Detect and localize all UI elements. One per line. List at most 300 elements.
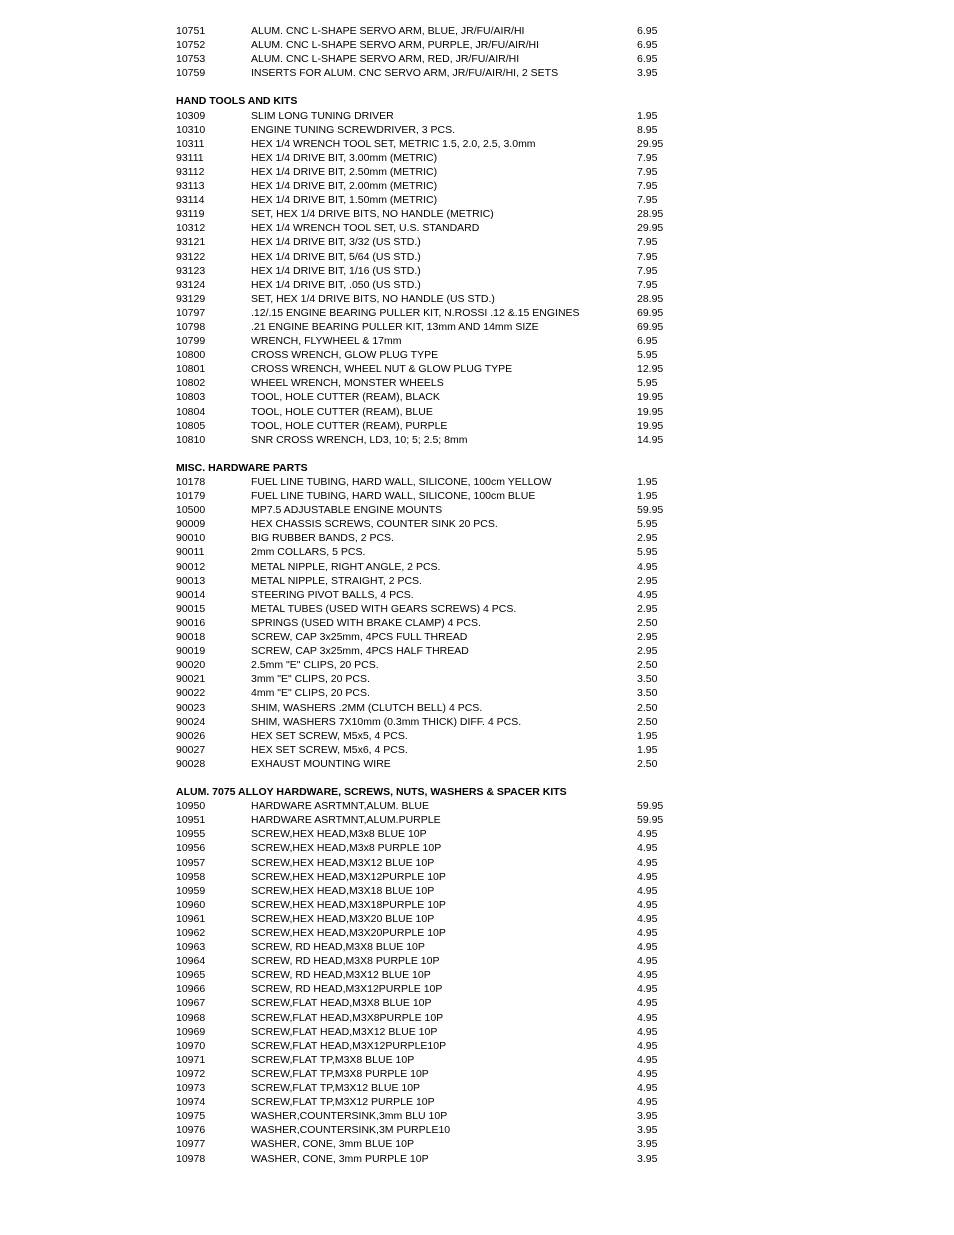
- item-code: 10970: [176, 1039, 206, 1052]
- item-row: [176, 841, 696, 855]
- price-list-page: [176, 24, 696, 1166]
- intro-items: [176, 24, 696, 80]
- item-code: 10752: [176, 39, 206, 52]
- item-row: [176, 503, 696, 517]
- item-price: 7.95: [637, 151, 658, 164]
- item-code: 10975: [176, 1110, 206, 1123]
- item-code: 10977: [176, 1138, 206, 1151]
- item-price: 2.50: [637, 616, 658, 629]
- item-price: 4.95: [637, 828, 658, 841]
- item-price: 3.50: [637, 673, 658, 686]
- item-price: 1.95: [637, 476, 658, 488]
- item-description: SCREW, CAP 3x25mm, 4PCS FULL THREAD: [251, 631, 468, 644]
- item-description: BIG RUBBER BANDS, 2 PCS.: [251, 532, 394, 545]
- item-code: 93122: [176, 250, 206, 263]
- item-price: 4.95: [637, 941, 658, 954]
- item-price: 4.95: [637, 898, 658, 911]
- item-description: SLIM LONG TUNING DRIVER: [251, 109, 394, 122]
- item-price: 2.50: [637, 659, 658, 672]
- item-row: [176, 1011, 696, 1025]
- item-description: EXHAUST MOUNTING WIRE: [251, 757, 391, 770]
- item-description: HARDWARE ASRTMNT,ALUM. BLUE: [251, 800, 429, 813]
- item-row: [176, 24, 696, 38]
- item-price: 5.95: [637, 518, 658, 531]
- item-description: SCREW,HEX HEAD,M3X18 BLUE 10P: [251, 884, 435, 897]
- item-row: [176, 207, 696, 221]
- item-row: [176, 66, 696, 80]
- item-row: [176, 813, 696, 827]
- item-price: 1.95: [637, 729, 658, 742]
- item-price: 7.95: [637, 165, 658, 178]
- item-row: [176, 1137, 696, 1151]
- item-price: 59.95: [637, 814, 664, 827]
- item-price: 5.95: [637, 377, 658, 390]
- item-description: HEX CHASSIS SCREWS, COUNTER SINK 20 PCS.: [251, 518, 498, 531]
- item-description: TOOL, HOLE CUTTER (REAM), BLUE: [251, 405, 433, 418]
- item-description: WRENCH, FLYWHEEL & 17mm: [251, 335, 402, 348]
- item-code: 10500: [176, 504, 206, 517]
- item-row: [176, 827, 696, 841]
- item-row: [176, 912, 696, 926]
- item-code: 10972: [176, 1067, 206, 1080]
- item-row: [176, 334, 696, 348]
- item-row: [176, 109, 696, 123]
- item-description: SCREW,FLAT HEAD,M3X12 BLUE 10P: [251, 1025, 438, 1038]
- item-description: SCREW,FLAT TP,M3X12 PURPLE 10P: [251, 1096, 435, 1109]
- item-code: 10178: [176, 476, 206, 488]
- item-code: 90021: [176, 673, 206, 686]
- item-code: 10956: [176, 842, 206, 855]
- item-code: 10309: [176, 109, 206, 122]
- item-row: [176, 475, 696, 489]
- item-price: 2.95: [637, 631, 658, 644]
- item-description: SHIM, WASHERS .2MM (CLUTCH BELL) 4 PCS.: [251, 701, 483, 714]
- item-code: 10976: [176, 1124, 206, 1137]
- item-description: ALUM. CNC L-SHAPE SERVO ARM, BLUE, JR/FU/AIR/HI: [251, 25, 525, 37]
- item-row: [176, 616, 696, 630]
- item-description: INSERTS FOR ALUM. CNC SERVO ARM, JR/FU/AIR/HI, 2 SETS: [251, 67, 559, 80]
- item-code: 10962: [176, 927, 206, 939]
- item-row: [176, 940, 696, 954]
- item-description: HEX 1/4 DRIVE BIT, 2.00mm (METRIC): [251, 180, 438, 193]
- item-description: METAL TUBES (USED WITH GEARS SCREWS) 4 PCS.: [251, 602, 517, 615]
- item-price: 7.95: [637, 278, 658, 291]
- item-description: WASHER, CONE, 3mm BLUE 10P: [251, 1138, 414, 1151]
- item-code: 10801: [176, 363, 206, 376]
- item-code: 10950: [176, 800, 206, 813]
- item-description: SCREW, RD HEAD,M3X8 BLUE 10P: [251, 941, 425, 954]
- item-description: MP7.5 ADJUSTABLE ENGINE MOUNTS: [251, 504, 443, 517]
- item-price: 4.95: [637, 1053, 658, 1066]
- item-code: 10963: [176, 941, 206, 954]
- item-row: [176, 715, 696, 729]
- item-code: 10978: [176, 1152, 206, 1165]
- item-price: 3.95: [637, 67, 658, 80]
- item-price: 4.95: [637, 1067, 658, 1080]
- item-price: 4.95: [637, 588, 658, 601]
- item-price: 3.95: [637, 1110, 658, 1123]
- item-code: 10968: [176, 1011, 206, 1024]
- item-row: [176, 729, 696, 743]
- item-price: 4.95: [637, 969, 658, 982]
- item-code: 10802: [176, 377, 206, 390]
- item-price: 2.95: [637, 602, 658, 615]
- item-description: STEERING PIVOT BALLS, 4 PCS.: [251, 588, 414, 601]
- item-code: 10971: [176, 1053, 206, 1066]
- item-description: SET, HEX 1/4 DRIVE BITS, NO HANDLE (METRIC): [251, 208, 494, 221]
- item-price: 4.95: [637, 560, 658, 573]
- item-code: 93114: [176, 194, 205, 207]
- item-row: [176, 968, 696, 982]
- item-description: WASHER,COUNTERSINK,3M PURPLE10: [251, 1124, 451, 1137]
- item-price: 28.95: [637, 292, 664, 305]
- item-code: 10957: [176, 856, 206, 869]
- item-code: 93113: [176, 180, 205, 193]
- item-description: HEX 1/4 DRIVE BIT, .050 (US STD.): [251, 278, 421, 291]
- item-row: [176, 151, 696, 165]
- item-description: .21 ENGINE BEARING PULLER KIT, 13mm AND 14mm SIZE: [251, 320, 539, 333]
- item-price: 19.95: [637, 391, 664, 404]
- item-code: 10955: [176, 828, 206, 841]
- item-code: 10799: [176, 335, 206, 348]
- item-code: 10967: [176, 997, 206, 1010]
- item-price: 2.95: [637, 574, 658, 587]
- item-code: 10753: [176, 53, 206, 66]
- item-code: 10751: [176, 25, 206, 37]
- item-description: METAL NIPPLE, RIGHT ANGLE, 2 PCS.: [251, 560, 441, 573]
- item-code: 90016: [176, 616, 206, 629]
- item-row: [176, 517, 696, 531]
- item-price: 1.95: [637, 743, 658, 756]
- item-description: ALUM. CNC L-SHAPE SERVO ARM, RED, JR/FU/AIR/HI: [251, 53, 520, 66]
- item-row: [176, 799, 696, 813]
- item-description: SCREW,HEX HEAD,M3x8 BLUE 10P: [251, 828, 427, 841]
- item-description: 4mm "E" CLIPS, 20 PCS.: [251, 687, 370, 700]
- item-code: 93123: [176, 264, 206, 277]
- item-row: [176, 1152, 696, 1166]
- item-code: 10803: [176, 391, 206, 404]
- catalog-section: [176, 461, 696, 771]
- item-row: [176, 672, 696, 686]
- item-price: 5.95: [637, 546, 658, 559]
- item-row: [176, 926, 696, 940]
- item-code: 93121: [176, 236, 206, 249]
- item-row: [176, 433, 696, 447]
- item-row: [176, 137, 696, 151]
- item-price: 4.95: [637, 997, 658, 1010]
- item-description: SCREW,HEX HEAD,M3X20 BLUE 10P: [251, 912, 435, 925]
- item-row: [176, 531, 696, 545]
- item-row: [176, 686, 696, 700]
- item-price: 4.95: [637, 1082, 658, 1095]
- item-code: 90010: [176, 532, 206, 545]
- item-row: [176, 405, 696, 419]
- item-row: [176, 376, 696, 390]
- item-code: 10810: [176, 433, 206, 446]
- item-code: 10974: [176, 1096, 206, 1109]
- item-code: 10805: [176, 419, 206, 432]
- item-description: ALUM. CNC L-SHAPE SERVO ARM, PURPLE, JR/FU/AIR/HI: [251, 39, 540, 52]
- item-price: 3.95: [637, 1138, 658, 1151]
- item-row: [176, 390, 696, 404]
- item-price: 5.95: [637, 349, 658, 362]
- item-row: [176, 602, 696, 616]
- item-code: 90024: [176, 715, 206, 728]
- item-price: 7.95: [637, 194, 658, 207]
- item-price: 29.95: [637, 137, 664, 150]
- item-price: 59.95: [637, 800, 664, 813]
- item-price: 6.95: [637, 39, 658, 52]
- item-description: HEX 1/4 DRIVE BIT, 3.00mm (METRIC): [251, 151, 438, 164]
- item-description: SCREW,FLAT HEAD,M3X12PURPLE10P: [251, 1039, 447, 1052]
- item-description: SCREW, RD HEAD,M3X12 BLUE 10P: [251, 969, 431, 982]
- item-row: [176, 954, 696, 968]
- item-price: 3.95: [637, 1124, 658, 1137]
- catalog-section: [176, 94, 696, 446]
- item-description: HEX 1/4 DRIVE BIT, 5/64 (US STD.): [251, 250, 421, 263]
- item-price: 6.95: [637, 335, 658, 348]
- item-row: [176, 362, 696, 376]
- item-code: 93119: [176, 208, 205, 221]
- item-row: [176, 996, 696, 1010]
- item-description: WASHER, CONE, 3mm PURPLE 10P: [251, 1152, 429, 1165]
- item-price: 4.95: [637, 912, 658, 925]
- item-price: 4.95: [637, 884, 658, 897]
- item-description: CROSS WRENCH, WHEEL NUT & GLOW PLUG TYPE: [251, 363, 513, 376]
- item-price: 6.95: [637, 25, 658, 37]
- item-description: SCREW, RD HEAD,M3X8 PURPLE 10P: [251, 955, 440, 968]
- item-price: 28.95: [637, 208, 664, 221]
- item-price: 2.50: [637, 715, 658, 728]
- item-code: 90015: [176, 602, 206, 615]
- item-row: [176, 743, 696, 757]
- section-title: HAND TOOLS AND KITS: [176, 95, 298, 108]
- item-code: 10797: [176, 306, 206, 319]
- item-row: [176, 574, 696, 588]
- item-code: 10966: [176, 983, 206, 996]
- catalog-section: [176, 785, 696, 1166]
- item-price: 19.95: [637, 405, 664, 418]
- item-row: [176, 320, 696, 334]
- item-code: 10960: [176, 898, 206, 911]
- item-row: [176, 1053, 696, 1067]
- item-row: [176, 630, 696, 644]
- item-code: 90026: [176, 729, 206, 742]
- item-description: METAL NIPPLE, STRAIGHT, 2 PCS.: [251, 574, 422, 587]
- item-row: [176, 1081, 696, 1095]
- item-description: HEX 1/4 WRENCH TOOL SET, U.S. STANDARD: [251, 222, 480, 235]
- item-row: [176, 193, 696, 207]
- item-row: [176, 870, 696, 884]
- item-description: ENGINE TUNING SCREWDRIVER, 3 PCS.: [251, 123, 456, 136]
- item-description: SNR CROSS WRENCH, LD3, 10; 5; 2.5; 8mm: [251, 433, 468, 446]
- item-price: 29.95: [637, 222, 664, 235]
- item-row: [176, 1039, 696, 1053]
- item-description: 2.5mm "E" CLIPS, 20 PCS.: [251, 659, 379, 672]
- item-row: [176, 1109, 696, 1123]
- item-row: [176, 898, 696, 912]
- item-code: 93112: [176, 165, 205, 178]
- item-row: [176, 179, 696, 193]
- item-code: 10179: [176, 490, 206, 503]
- item-code: 93129: [176, 292, 206, 305]
- section-title: ALUM. 7075 ALLOY HARDWARE, SCREWS, NUTS, WASHERS & SPACER KITS: [176, 786, 567, 799]
- item-price: 69.95: [637, 320, 664, 333]
- item-price: 8.95: [637, 123, 658, 136]
- item-price: 19.95: [637, 419, 664, 432]
- item-description: HEX SET SCREW, M5x5, 4 PCS.: [251, 729, 408, 742]
- item-row: [176, 1025, 696, 1039]
- item-description: SCREW,HEX HEAD,M3X20PURPLE 10P: [251, 927, 446, 939]
- item-price: 3.95: [637, 1152, 658, 1165]
- item-code: 10800: [176, 349, 206, 362]
- item-description: HEX 1/4 DRIVE BIT, 2.50mm (METRIC): [251, 165, 438, 178]
- item-code: 10958: [176, 870, 206, 883]
- item-row: [176, 278, 696, 292]
- item-description: FUEL LINE TUBING, HARD WALL, SILICONE, 100cm YELLOW: [251, 476, 552, 488]
- item-code: 10964: [176, 955, 206, 968]
- item-code: 90013: [176, 574, 206, 587]
- item-code: 90022: [176, 687, 206, 700]
- item-price: 7.95: [637, 236, 658, 249]
- item-description: HEX 1/4 DRIVE BIT, 1.50mm (METRIC): [251, 194, 438, 207]
- item-price: 6.95: [637, 53, 658, 66]
- item-description: CROSS WRENCH, GLOW PLUG TYPE: [251, 349, 439, 362]
- item-price: 4.95: [637, 1025, 658, 1038]
- item-row: [176, 757, 696, 771]
- item-price: 4.95: [637, 1096, 658, 1109]
- item-description: .12/.15 ENGINE BEARING PULLER KIT, N.ROSSI .12 &.15 ENGINES: [251, 306, 580, 319]
- item-row: [176, 545, 696, 559]
- item-price: 4.95: [637, 856, 658, 869]
- item-row: [176, 701, 696, 715]
- item-row: [176, 856, 696, 870]
- item-row: [176, 165, 696, 179]
- item-row: [176, 123, 696, 137]
- item-row: [176, 221, 696, 235]
- item-code: 10961: [176, 912, 206, 925]
- item-price: 69.95: [637, 306, 664, 319]
- item-price: 4.95: [637, 983, 658, 996]
- sections: [176, 94, 696, 1165]
- item-description: SCREW,HEX HEAD,M3X12 BLUE 10P: [251, 856, 435, 869]
- item-description: SHIM, WASHERS 7X10mm (0.3mm THICK) DIFF. 4 PCS.: [251, 715, 522, 728]
- item-row: [176, 588, 696, 602]
- item-code: 93124: [176, 278, 206, 291]
- item-code: 10759: [176, 67, 206, 80]
- item-code: 10312: [176, 222, 206, 235]
- item-description: HEX 1/4 WRENCH TOOL SET, METRIC 1.5, 2.0, 2.5, 3.0mm: [251, 137, 536, 150]
- item-row: [176, 419, 696, 433]
- item-code: 10310: [176, 123, 206, 136]
- item-price: 3.50: [637, 687, 658, 700]
- item-description: WASHER,COUNTERSINK,3mm BLU 10P: [251, 1110, 448, 1123]
- item-description: SCREW,HEX HEAD,M3X18PURPLE 10P: [251, 898, 446, 911]
- item-code: 10965: [176, 969, 206, 982]
- item-description: SCREW,FLAT HEAD,M3X8 BLUE 10P: [251, 997, 432, 1010]
- item-price: 4.95: [637, 1039, 658, 1052]
- item-row: [176, 1067, 696, 1081]
- item-description: SCREW, CAP 3x25mm, 4PCS HALF THREAD: [251, 645, 469, 658]
- item-code: 10804: [176, 405, 206, 418]
- item-price: 4.95: [637, 842, 658, 855]
- item-description: 2mm COLLARS, 5 PCS.: [251, 546, 366, 559]
- item-description: SCREW, RD HEAD,M3X12PURPLE 10P: [251, 983, 443, 996]
- item-price: 59.95: [637, 504, 664, 517]
- item-row: [176, 884, 696, 898]
- item-price: 2.95: [637, 532, 658, 545]
- item-code: 10951: [176, 814, 206, 827]
- section-title: MISC. HARDWARE PARTS: [176, 461, 308, 474]
- item-price: 4.95: [637, 955, 658, 968]
- item-row: [176, 560, 696, 574]
- item-description: FUEL LINE TUBING, HARD WALL, SILICONE, 100cm BLUE: [251, 490, 536, 503]
- item-description: SCREW,FLAT TP,M3X8 BLUE 10P: [251, 1053, 415, 1066]
- item-description: HEX 1/4 DRIVE BIT, 1/16 (US STD.): [251, 264, 421, 277]
- item-code: 90019: [176, 645, 206, 658]
- item-price: 7.95: [637, 250, 658, 263]
- item-price: 4.95: [637, 927, 658, 939]
- item-row: [176, 264, 696, 278]
- item-row: [176, 644, 696, 658]
- item-row: [176, 658, 696, 672]
- item-row: [176, 1123, 696, 1137]
- item-price: 7.95: [637, 180, 658, 193]
- item-description: SET, HEX 1/4 DRIVE BITS, NO HANDLE (US STD.): [251, 292, 495, 305]
- item-code: 90018: [176, 631, 206, 644]
- item-price: 1.95: [637, 490, 658, 503]
- item-description: SCREW,FLAT TP,M3X12 BLUE 10P: [251, 1082, 421, 1095]
- item-description: SCREW,FLAT HEAD,M3X8PURPLE 10P: [251, 1011, 444, 1024]
- item-description: 3mm "E" CLIPS, 20 PCS.: [251, 673, 370, 686]
- item-description: WHEEL WRENCH, MONSTER WHEELS: [251, 377, 444, 390]
- item-description: SCREW,HEX HEAD,M3X12PURPLE 10P: [251, 870, 446, 883]
- item-price: 1.95: [637, 109, 658, 122]
- item-code: 90014: [176, 588, 206, 601]
- item-price: 2.50: [637, 757, 658, 770]
- item-description: SCREW,FLAT TP,M3X8 PURPLE 10P: [251, 1067, 429, 1080]
- item-row: [176, 348, 696, 362]
- item-row: [176, 38, 696, 52]
- item-code: 90023: [176, 701, 206, 714]
- item-code: 90027: [176, 743, 206, 756]
- item-price: 2.50: [637, 701, 658, 714]
- item-description: TOOL, HOLE CUTTER (REAM), BLACK: [251, 391, 440, 404]
- item-description: TOOL, HOLE CUTTER (REAM), PURPLE: [251, 419, 448, 432]
- item-description: SCREW,HEX HEAD,M3x8 PURPLE 10P: [251, 842, 442, 855]
- item-row: [176, 489, 696, 503]
- item-code: 10969: [176, 1025, 206, 1038]
- item-code: 93111: [176, 151, 204, 164]
- item-row: [176, 306, 696, 320]
- item-code: 90020: [176, 659, 206, 672]
- item-code: 10798: [176, 320, 206, 333]
- item-price: 7.95: [637, 264, 658, 277]
- item-code: 10959: [176, 884, 206, 897]
- item-code: 10973: [176, 1082, 206, 1095]
- item-price: 4.95: [637, 870, 658, 883]
- item-description: HARDWARE ASRTMNT,ALUM.PURPLE: [251, 814, 441, 827]
- item-code: 90012: [176, 560, 206, 573]
- item-description: HEX 1/4 DRIVE BIT, 3/32 (US STD.): [251, 236, 421, 249]
- item-price: 4.95: [637, 1011, 658, 1024]
- item-description: SPRINGS (USED WITH BRAKE CLAMP) 4 PCS.: [251, 616, 481, 629]
- item-code: 90011: [176, 546, 205, 559]
- item-row: [176, 292, 696, 306]
- item-row: [176, 982, 696, 996]
- item-price: 2.95: [637, 645, 658, 658]
- item-code: 90028: [176, 757, 206, 770]
